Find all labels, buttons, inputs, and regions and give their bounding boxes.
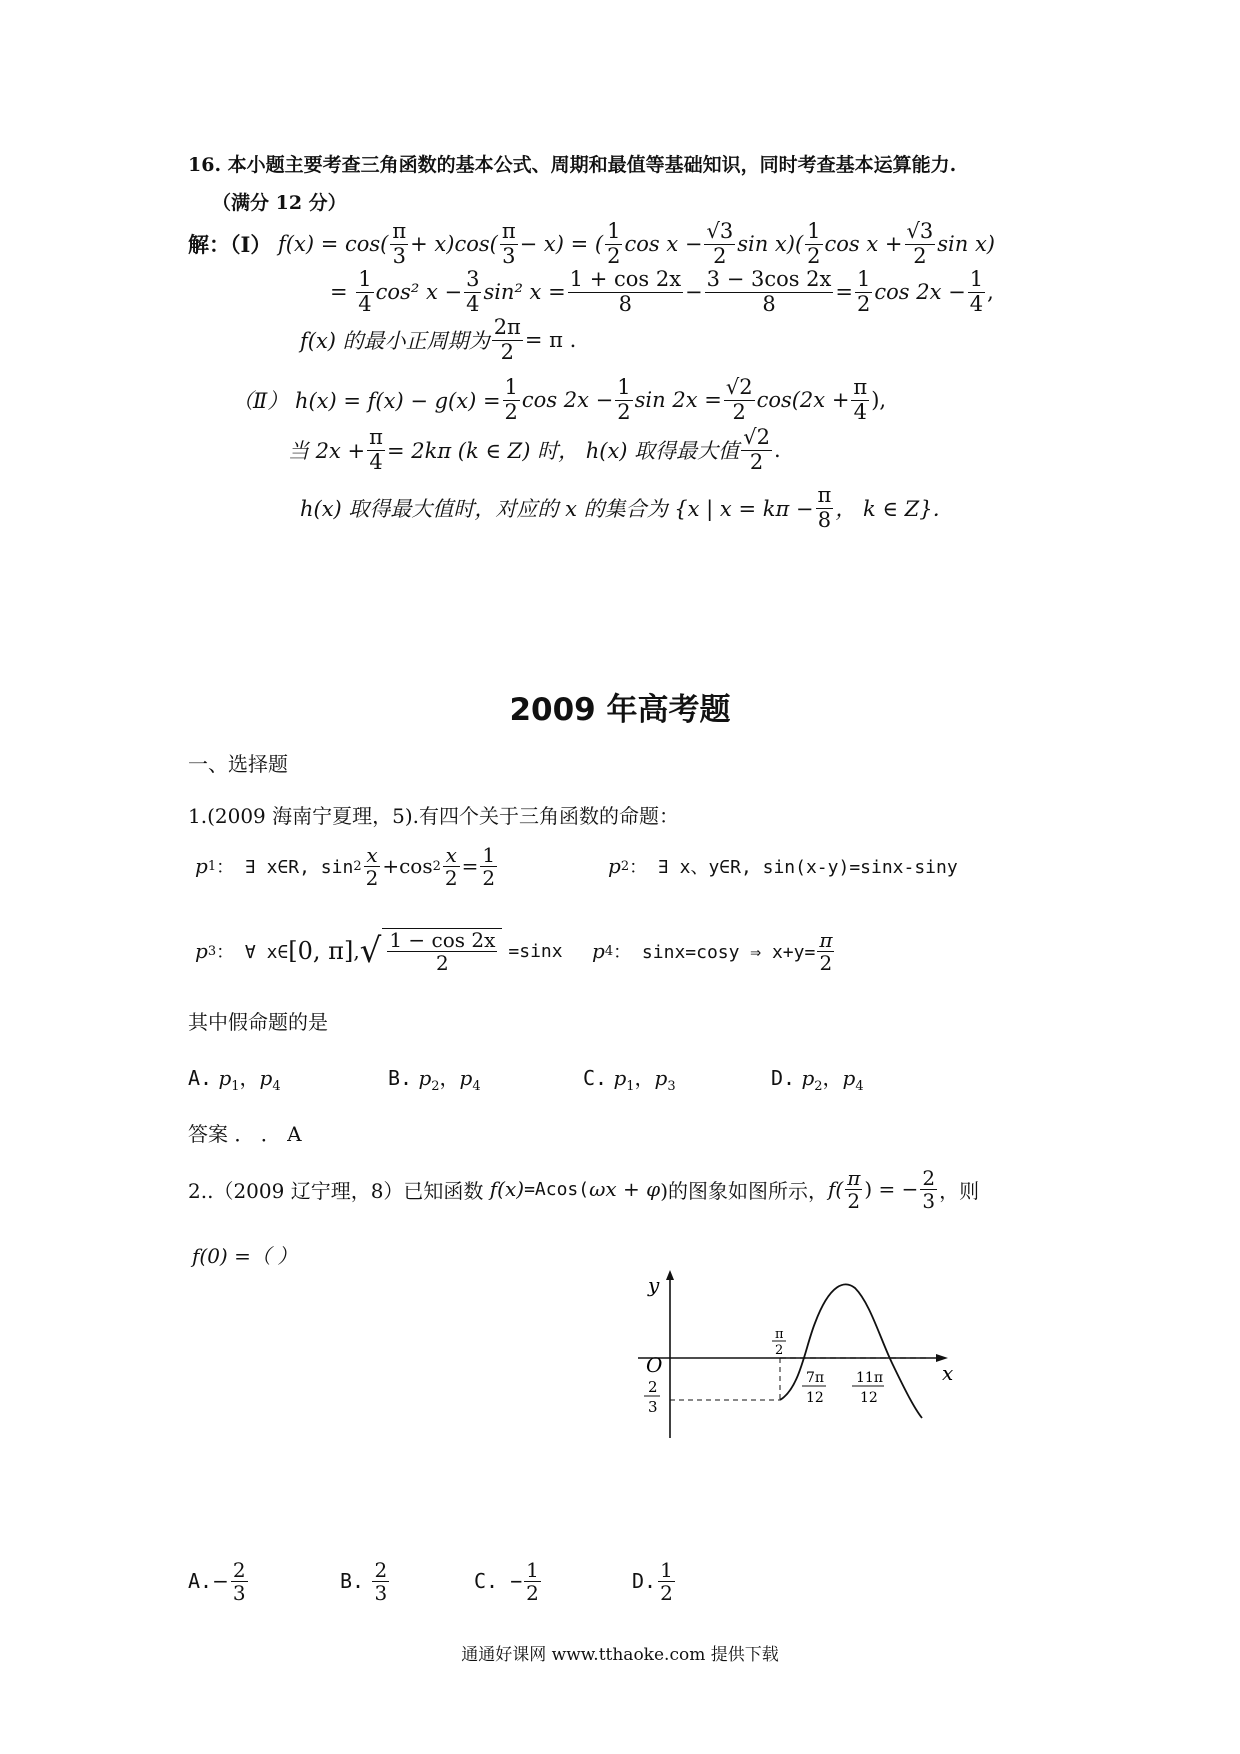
q1-option-b: B. $p_2$，$p_4$ — [388, 1066, 481, 1094]
y-axis-arrow-icon — [666, 1270, 674, 1280]
page-title: 2009 年高考题 — [509, 692, 731, 728]
q1-options — [188, 1062, 1088, 1094]
q2-line2: f(0) =（ ） — [192, 1244, 298, 1268]
sol16-line4: （Ⅱ） h(x) = f(x) − g(x) = $\frac{1}{2}$ cos 2x − $\frac{1}{2}$ sin 2x = $\frac{√2}{2}$ cos(2x + $\frac{\pi}{4}$ ), — [232, 375, 887, 424]
q2-option-d: D. $\frac{1}{2}$ — [632, 1557, 673, 1605]
tick-11pi-12: 11π — [856, 1370, 884, 1386]
svg-text:2: 2 — [775, 1343, 784, 1358]
svg-text:12: 12 — [806, 1390, 824, 1406]
sol16-score: （满分 12 分） — [212, 192, 347, 214]
q2-option-a: A. − $\frac{2}{3}$ — [188, 1557, 246, 1605]
q1-p3: p 3 ： ∀ x∈ [0, π] , √ $\frac{1 - \cos 2x}{2}$ =sinx — [195, 928, 563, 975]
q1-p1: p 1 ： ∃ x∈R, sin 2 $\frac{x}{2}$ +cos 2 $\frac{x}{2}$ = $\frac{1}{2}$ — [195, 842, 496, 890]
x-label: x — [942, 1361, 954, 1385]
sol16-heading: 16. 本小题主要考查三角函数的基本公式、周期和最值等基础知识，同时考查基本运算能力. — [188, 154, 957, 176]
y-label: y — [648, 1273, 660, 1297]
section-heading: 一、选择题 — [188, 752, 288, 776]
sol16-line6: h(x) 取得最大值时，对应的 x 的集合为 {x | x = kπ − $\frac{\pi}{8}$ ， k ∈ Z}． — [300, 483, 954, 532]
q1-option-a: A. $p_1$，$p_4$ — [188, 1066, 281, 1094]
sol16-jie: 解：（Ⅰ） — [188, 232, 272, 257]
q1-option-d: D. $p_2$，$p_4$ — [771, 1066, 864, 1094]
q1-stem: 1.(2009 海南宁夏理，5).有四个关于三角函数的命题： — [188, 804, 680, 828]
q2-option-c: C. − $\frac{1}{2}$ — [474, 1557, 539, 1605]
q1-p4: p 4 ： sinx=cosy ⇒ x+y= $\frac{\pi}{2}$ — [592, 927, 833, 975]
sol16-line5: 当 2x + $\frac{\pi}{4}$ = 2kπ (k ∈ Z) 时， h(x) 取得最大值 $\frac{√2}{2}$ . — [288, 425, 781, 474]
sol16-line1: 解：（Ⅰ） f(x) = cos( $\frac{\pi}{3}$ + x)cos( $\frac{\pi}{3}$ − x) = ( $\frac{1}{2}$ cos x − $\frac{√3}{2}$ sin x)( $\frac{1}{2}$ cos x + $\frac{√3}{2}$ sin x) — [188, 219, 995, 268]
curve — [780, 1284, 922, 1418]
svg-text:12: 12 — [860, 1390, 878, 1406]
footer: 通通好课网 www.tthaoke.com 提供下载 — [461, 1645, 779, 1665]
tick-7pi-12: 7π — [806, 1370, 825, 1386]
q1-option-c: C. $p_1$，$p_3$ — [583, 1066, 676, 1094]
q1-answer: 答案 ． ． A — [188, 1122, 302, 1146]
q1-p2: p 2 ： ∃ x、y∈R, sin(x-y)=sinx-siny — [608, 854, 958, 878]
q2-graph — [630, 1268, 960, 1448]
svg-text:2: 2 — [648, 1378, 658, 1396]
svg-text:π: π — [775, 1327, 784, 1342]
q2-stem: 2..（2009 辽宁理，8）已知函数 f(x) =Acos( ωx + φ )的图象如图所示， f( $\frac{\pi}{2}$ ) = − $\frac{2}{3}$ ，则 — [188, 1165, 980, 1213]
q1-ask: 其中假命题的是 — [188, 1010, 328, 1034]
sol16-line3: f(x) 的最小正周期为 $\frac{2\pi}{2}$ = π . — [300, 315, 577, 364]
origin-label: O — [646, 1353, 663, 1377]
sol16-line2: = $\frac{1}{4}$ cos² x − $\frac{3}{4}$ sin² x = $\frac{1 + \cos 2x}{8}$ − $\frac{3 - 3\cos 2x}{8}$ = $\frac{1}{2}$ cos 2x − $\frac{1}{4}$ , — [330, 267, 994, 316]
svg-text:3: 3 — [648, 1398, 658, 1416]
q2-option-b: B. $\frac{2}{3}$ — [340, 1557, 388, 1605]
